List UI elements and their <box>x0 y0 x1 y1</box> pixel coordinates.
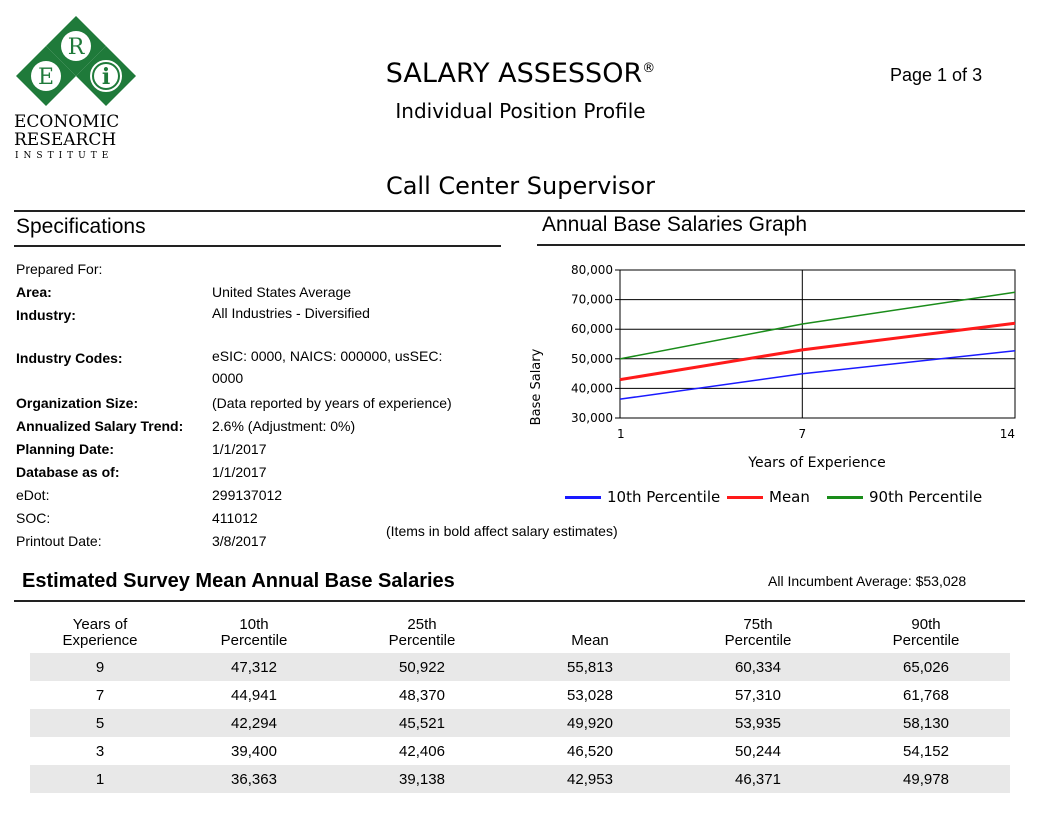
logo-letter-i: i <box>101 64 111 90</box>
spec-value-database-date: 1/1/2017 <box>212 464 267 480</box>
col-header-90th: 90th Percentile <box>892 616 960 649</box>
spec-label-soc: SOC: <box>16 510 51 526</box>
col-header-mean: Mean <box>571 632 609 649</box>
legend-swatch-mean <box>727 496 763 499</box>
chart-tick-label-y: 40,000 <box>571 381 613 396</box>
cell-25th: 42,406 <box>399 742 445 760</box>
spec-label-industry: Industry: <box>16 307 76 323</box>
chart-tick-label-x: 7 <box>798 427 807 441</box>
spec-label-org-size: Organization Size: <box>16 395 139 411</box>
col-header-10th: 10th Percentile <box>220 616 288 649</box>
cell-10th: 36,363 <box>170 765 338 793</box>
table-row <box>30 765 1010 793</box>
spec-value-salary-trend: 2.6% (Adjustment: 0%) <box>212 418 356 434</box>
cell-mean: 46,520 <box>567 742 613 760</box>
product-title <box>0 58 1041 89</box>
cell-25th: 39,138 <box>338 765 506 793</box>
page-number: Page 1 of 3 <box>890 65 983 85</box>
spec-value-org-size: (Data reported by years of experience) <box>212 395 452 411</box>
cell-90th: 49,978 <box>842 765 1010 793</box>
chart-grid <box>620 270 1015 418</box>
spec-label-database-date: Database as of: <box>16 464 120 480</box>
salary-table-header <box>30 617 1010 653</box>
logo-text-economic: ECONOMIC <box>14 112 120 132</box>
cell-years: 5 <box>30 709 170 737</box>
bold-items-note: (Items in bold affect salary estimates) <box>386 523 618 539</box>
survey-heading: Estimated Survey Mean Annual Base Salaries <box>22 570 455 592</box>
chart-tick-label-x: 1 <box>617 427 625 441</box>
logo-letter-r: R <box>67 35 85 60</box>
cell-90th: 54,152 <box>903 742 949 760</box>
legend-swatch-10th <box>565 496 601 499</box>
incumbent-average: All Incumbent Average: $53,028 <box>768 573 967 589</box>
graph-divider <box>537 244 1025 246</box>
legend-label-mean: Mean <box>769 488 810 506</box>
survey-divider <box>14 600 1025 602</box>
cell-75th: 46,371 <box>674 765 842 793</box>
cell-25th: 45,521 <box>338 709 506 737</box>
cell-75th: 60,334 <box>674 653 842 681</box>
legend-item-10th <box>565 488 720 506</box>
cell-years: 7 <box>95 686 105 704</box>
position-title: Call Center Supervisor <box>385 172 656 200</box>
graph-heading: Annual Base Salaries Graph <box>542 213 807 236</box>
cell-25th: 50,922 <box>338 653 506 681</box>
col-header-25th: 25th Percentile <box>388 616 456 649</box>
logo-text-research: RESEARCH <box>14 130 117 150</box>
cell-75th: 53,935 <box>674 709 842 737</box>
eri-logo <box>14 14 144 164</box>
chart-tick-label-x: 14 <box>999 427 1015 441</box>
cell-10th: 42,294 <box>170 709 338 737</box>
cell-25th: 48,370 <box>399 686 445 704</box>
spec-value-industry: All Industries - Diversified <box>212 305 370 321</box>
registered-mark: ® <box>642 61 656 76</box>
table-row <box>30 709 1010 737</box>
cell-75th: 57,310 <box>735 686 781 704</box>
chart-tick-label-y: 70,000 <box>571 292 613 307</box>
product-name: SALARY ASSESSOR <box>385 58 643 89</box>
specifications-divider <box>14 245 501 247</box>
chart-x-axis-label: Years of Experience <box>748 455 886 471</box>
spec-value-industry-codes-cont: 0000 <box>212 370 244 386</box>
spec-value-planning-date: 1/1/2017 <box>212 441 267 457</box>
spec-value-industry-codes: eSIC: 0000, NAICS: 000000, usSEC: <box>212 348 443 364</box>
spec-label-prepared-for: Prepared For: <box>16 261 103 277</box>
cell-10th: 39,400 <box>231 742 277 760</box>
spec-label-printout-date: Printout Date: <box>16 533 102 549</box>
chart-plot-frame <box>620 270 1015 418</box>
legend-item-mean <box>727 488 810 506</box>
chart-tick-label-y: 50,000 <box>571 351 613 366</box>
chart-tick-label-y: 60,000 <box>571 322 613 337</box>
spec-label-industry-codes: Industry Codes: <box>16 350 123 366</box>
spec-label-edot: eDot: <box>16 487 50 503</box>
spec-value-soc: 411012 <box>212 510 258 526</box>
table-row <box>30 681 1010 709</box>
table-row <box>30 653 1010 681</box>
spec-value-edot: 299137012 <box>212 487 283 503</box>
legend-swatch-90th <box>827 496 863 499</box>
cell-years: 1 <box>30 765 170 793</box>
salary-line-chart <box>520 255 1025 480</box>
spec-value-printout-date: 3/8/2017 <box>212 533 267 549</box>
legend-item-90th <box>827 488 982 506</box>
logo-letter-e: E <box>37 65 55 90</box>
cell-90th: 61,768 <box>903 686 949 704</box>
header-divider <box>14 210 1025 212</box>
cell-10th: 47,312 <box>170 653 338 681</box>
cell-years: 9 <box>30 653 170 681</box>
cell-mean: 55,813 <box>506 653 674 681</box>
chart-tick-label-y: 30,000 <box>571 411 613 425</box>
legend-label-10th: 10th Percentile <box>607 488 721 506</box>
cell-10th: 44,941 <box>231 686 277 704</box>
cell-years: 3 <box>95 742 105 760</box>
salary-table <box>30 617 1010 793</box>
cell-mean: 42,953 <box>506 765 674 793</box>
logo-text-institute: INSTITUTE <box>15 151 114 161</box>
chart-y-axis-label: Base Salary <box>529 348 544 426</box>
table-row <box>30 737 1010 765</box>
cell-mean: 53,028 <box>567 686 613 704</box>
col-header-years: Years of Experience <box>62 616 138 649</box>
spec-label-planning-date: Planning Date: <box>16 441 115 457</box>
chart-tick-label-y: 80,000 <box>571 263 613 277</box>
report-subtitle: Individual Position Profile <box>395 99 646 123</box>
cell-90th: 58,130 <box>842 709 1010 737</box>
spec-label-salary-trend: Annualized Salary Trend: <box>16 418 184 434</box>
spec-value-area: United States Average <box>212 284 352 300</box>
cell-90th: 65,026 <box>842 653 1010 681</box>
specifications-heading: Specifications <box>16 215 146 238</box>
cell-75th: 50,244 <box>735 742 781 760</box>
legend-label-90th: 90th Percentile <box>869 488 983 506</box>
spec-label-area: Area: <box>16 284 52 300</box>
cell-mean: 49,920 <box>506 709 674 737</box>
col-header-75th: 75th Percentile <box>724 616 792 649</box>
